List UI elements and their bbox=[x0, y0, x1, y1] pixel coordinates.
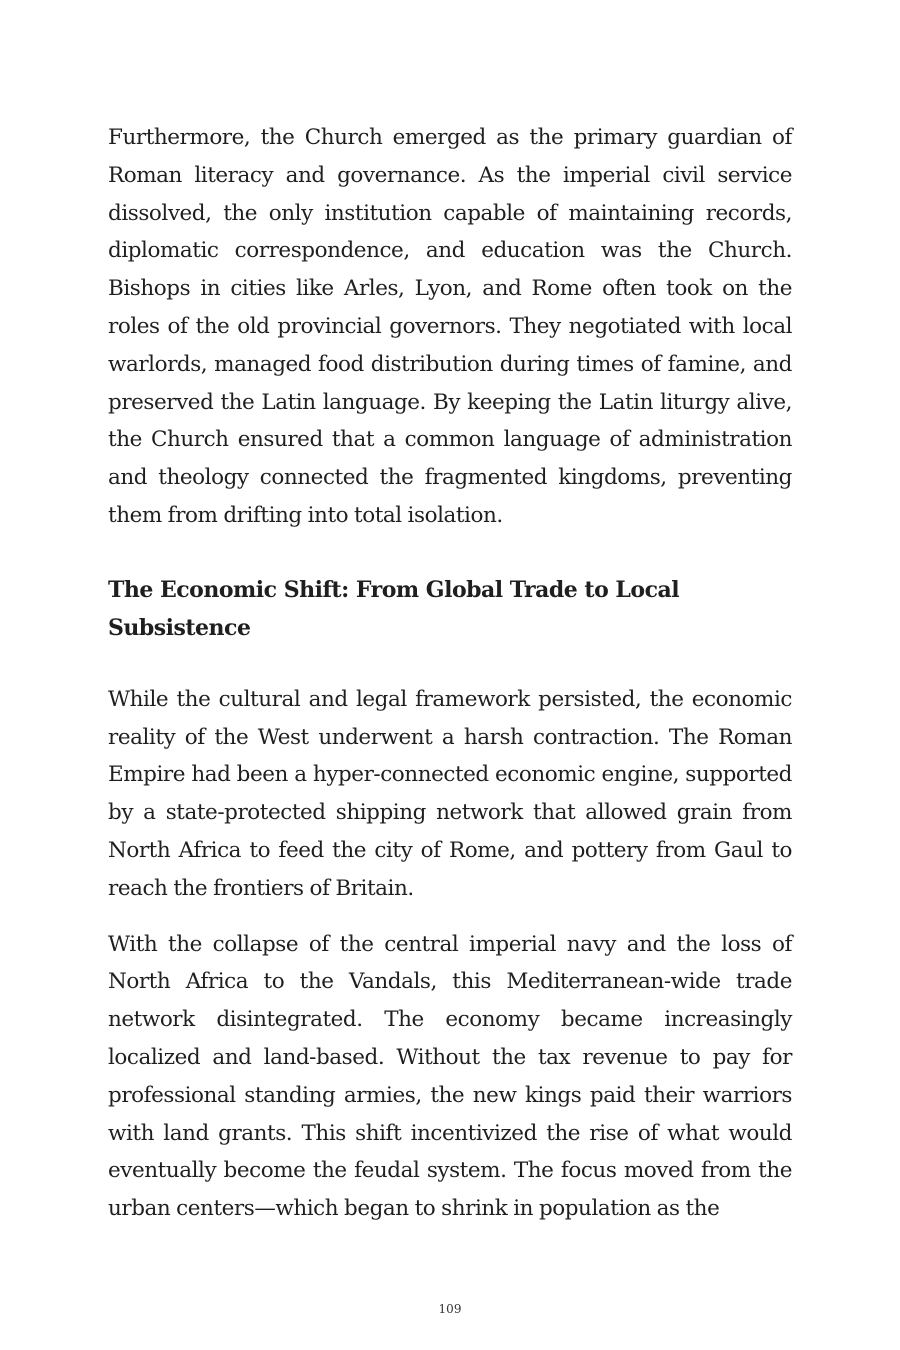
page-number: 109 bbox=[438, 1302, 462, 1316]
body-paragraph: While the cultural and legal framework persisted, the economic reality of the West underwent a harsh contraction. The Roman Empire had been a hyper-connected economic engine, supported by a state-protected shipping network that allowed grain from North Africa to feed the city of Rome, and pottery from Gaul to reach the frontiers of Britain. bbox=[108, 686, 792, 901]
body-paragraph: With the collapse of the central imperial navy and the loss of North Africa to the Vandals, this Mediterranean-wide trade network disintegrated. The economy became increasingly localized and land-based. Without the tax revenue to pay for professional standing armies, the new kings paid their warriors with land grants. This shift incentivized the rise of what would eventually become the feudal system. The focus moved from the urban centers—which began to shrink in population as the bbox=[108, 931, 792, 1222]
section-heading: The Economic Shift: From Global Trade to Local Subsistence bbox=[108, 576, 680, 641]
body-paragraph: Furthermore, the Church emerged as the primary guardian of Roman literacy and governance. As the imperial civil service dissolved, the only institution capable of maintaining records, diplomatic correspondence, and education was the Church. Bishops in cities like Arles, Lyon, and Rome often took on the roles of the old provincial governors. They negotiated with local warlords, managed food distribution during times of famine, and preserved the Latin language. By keeping the Latin liturgy alive, the Church ensured that a common language of administration and theology connected the fragmented kingdoms, preventing them from drifting into total isolation. bbox=[108, 125, 792, 528]
page-body bbox=[108, 119, 792, 1228]
